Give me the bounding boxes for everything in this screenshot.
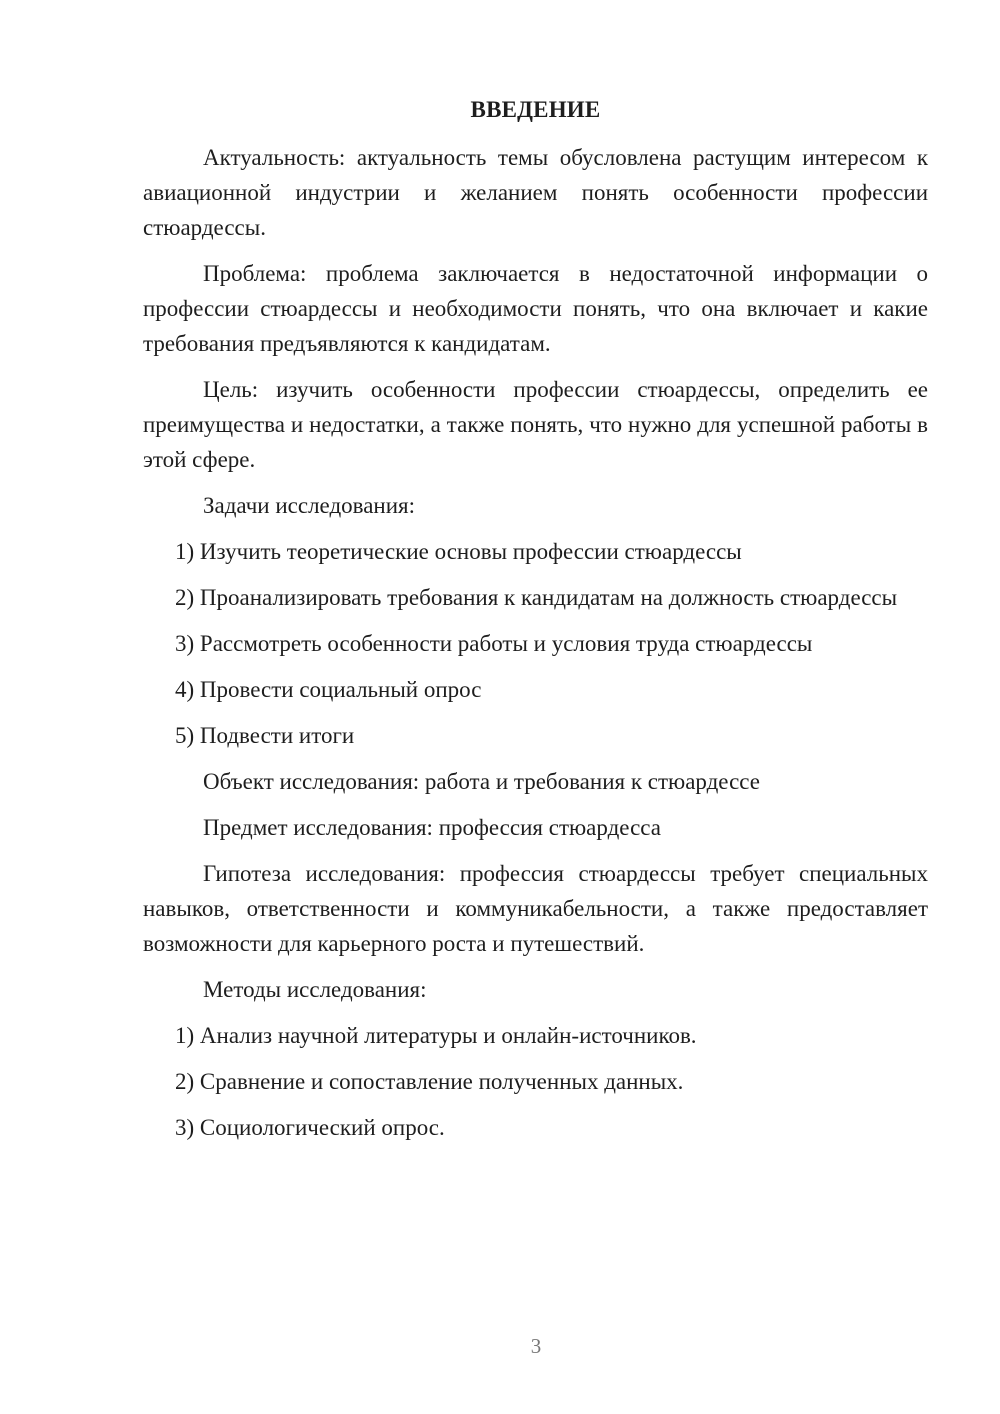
task-item: 2) Проанализировать требования к кандидатам на должность стюардессы [175, 585, 898, 610]
task-item: 5) Подвести итоги [175, 723, 355, 748]
goal-paragraph: Цель: изучить особенности профессии стюардессы, определить ее преимущества и недостатки, а также понять, что нужно для успешной работы в этой сфере. [143, 377, 928, 472]
task-item: 4) Провести социальный опрос [175, 677, 482, 702]
hypothesis-paragraph: Гипотеза исследования: профессия стюардессы требует специальных навыков, ответственности и коммуникабельности, а также предоставляет возможности для карьерного роста и путешествий. [143, 861, 928, 956]
page-content [143, 92, 928, 1156]
method-item: 2) Сравнение и сопоставление полученных данных. [175, 1069, 684, 1094]
subject-paragraph: Предмет исследования: профессия стюардесса [203, 815, 661, 840]
tasks-heading: Задачи исследования: [203, 493, 416, 518]
task-item: 1) Изучить теоретические основы профессии стюардессы [175, 539, 742, 564]
method-item: 3) Социологический опрос. [175, 1115, 445, 1140]
methods-heading: Методы исследования: [203, 977, 427, 1002]
relevance-paragraph: Актуальность: актуальность темы обусловлена растущим интересом к авиационной индустрии и желанием понять особенности профессии стюардессы. [143, 145, 928, 240]
object-paragraph: Объект исследования: работа и требования к стюардессе [203, 769, 760, 794]
method-item: 1) Анализ научной литературы и онлайн-источников. [175, 1023, 697, 1048]
page-title: ВВЕДЕНИЕ [470, 97, 601, 122]
problem-paragraph: Проблема: проблема заключается в недостаточной информации о профессии стюардессы и необходимости понять, что она включает и какие требования предъявляются к кандидатам. [143, 261, 928, 356]
task-item: 3) Рассмотреть особенности работы и условия труда стюардессы [175, 631, 813, 656]
page-number: 3 [530, 1334, 542, 1358]
